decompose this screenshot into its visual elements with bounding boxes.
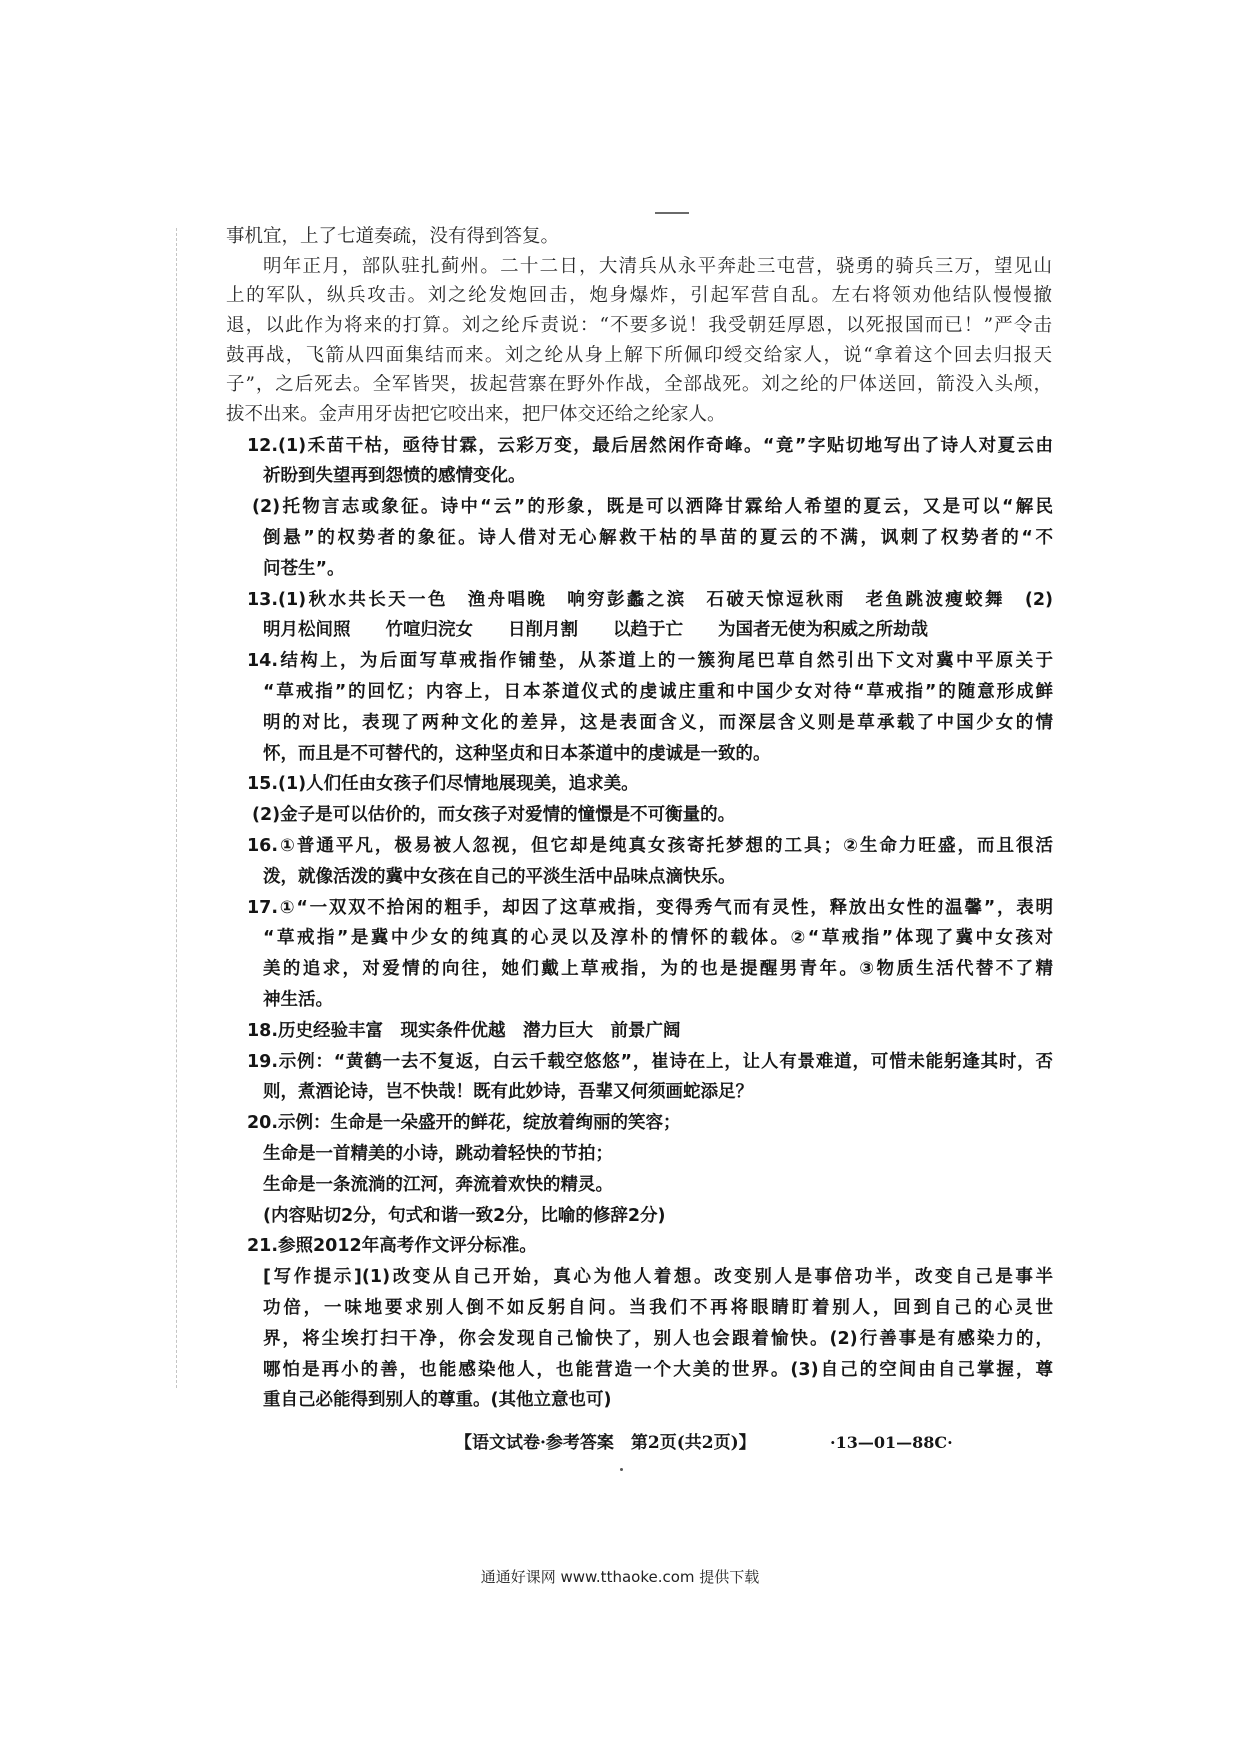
answer-16-line: 16.①普通平凡，极易被人忽视，但它却是纯真女孩寄托梦想的工具；②生命力旺盛，而且很活 (247, 835, 1053, 856)
translation-line: 子”，之后死去。全军皆哭，拔起营寨在野外作战，全部战死。刘之纶的尸体送回，箭没入头颅， (226, 374, 1052, 396)
answer-19-line: 则，煮酒论诗，岂不快哉！既有此妙诗，吾辈又何须画蛇添足？ (263, 1082, 753, 1103)
answer-19 (247, 1047, 1053, 1109)
translation-line: 上的军队，纵兵攻击。刘之纶发炮回击，炮身爆炸，引起军营自乱。左右将领劝他结队慢慢撤 (226, 285, 1052, 307)
answer-17-line: 神生活。 (263, 989, 333, 1010)
answer-12-line: 祈盼到失望再到怨愤的感情变化。 (263, 466, 526, 487)
answer-18 (247, 1016, 1053, 1047)
answer-12-part-1 (247, 431, 1053, 493)
translation-line: 拔不出来。金声用牙齿把它咬出来，把尸体交还给之纶家人。 (226, 404, 726, 426)
answer-15-line: 15.(1)人们任由女孩子们尽情地展现美，追求美。 (247, 774, 639, 795)
answer-17-line: 17.①“一双双不拾闲的粗手，却因了这草戒指，变得秀气而有灵性，释放出女性的温馨”，表明 (247, 897, 1053, 918)
answer-21 (247, 1231, 1053, 1416)
scan-mark (655, 212, 689, 214)
answer-14-line: 明的对比，表现了两种文化的差异，这是表面含义，而深层含义则是草承载了中国少女的情 (263, 712, 1053, 733)
answer-12-line: 问苍生”。 (263, 558, 345, 579)
answer-16 (247, 831, 1053, 893)
translation-line: 退，以此作为将来的打算。刘之纶斥责说：“不要多说！我受朝廷厚恩，以死报国而已！”严令击 (226, 315, 1052, 337)
answer-14-line: 14.结构上，为后面写草戒指作铺垫，从茶道上的一簇狗尾巴草自然引出下文对冀中平原关于 (247, 651, 1053, 672)
answer-21-line: [写作提示](1)改变从自己开始，真心为他人着想。改变别人是事倍功半，改变自己是事半 (263, 1267, 1053, 1288)
answer-17-line: “草戒指”是冀中少女的纯真的心灵以及淳朴的情怀的载体。②“草戒指”体现了冀中女孩对 (263, 928, 1053, 949)
answer-13-line: 明月松间照 竹喧归浣女 日削月割 以趋于亡 为国者无使为积威之所劫哉 (263, 620, 928, 641)
answer-13-line: 13.(1)秋水共长天一色 渔舟唱晚 响穷彭蠡之滨 石破天惊逗秋雨 老鱼跳波瘦蛟舞 (2) (247, 589, 1053, 610)
answer-14-line: 怀，而且是不可替代的，这种坚贞和日本茶道中的虔诚是一致的。 (263, 743, 771, 764)
answer-19-line: 19.示例：“黄鹤一去不复返，白云千载空悠悠”，崔诗在上，让人有景难道，可惜未能躬逢其时，否 (247, 1051, 1053, 1072)
answer-18-line: 18.历史经验丰富 现实条件优越 潜力巨大 前景广阔 (247, 1020, 681, 1041)
answer-17-line: 美的追求，对爱情的向往，她们戴上草戒指，为的也是提醒男青年。③物质生活代替不了精 (263, 959, 1053, 980)
answer-17 (247, 893, 1053, 1016)
translation-paragraph-1 (226, 222, 1052, 252)
answer-20 (247, 1108, 1053, 1231)
translation-line: 明年正月，部队驻扎蓟州。二十二日，大清兵从永平奔赴三屯营，骁勇的骑兵三万，望见山 (263, 255, 1052, 277)
translation-line: 事机宜，上了七道奏疏，没有得到答复。 (226, 226, 560, 247)
answer-16-line: 泼，就像活泼的冀中女孩在自己的平淡生活中品味点滴快乐。 (263, 866, 736, 887)
translation-line: 鼓再战，飞箭从四面集结而来。刘之纶从身上解下所佩印绶交给家人，说“拿着这个回去归报天 (226, 344, 1052, 366)
answer-list (247, 431, 1053, 1417)
page-footer-title: 【语文试卷·参考答案 第2页(共2页)】 (455, 1433, 756, 1453)
answer-21-line: 功倍，一味地要求别人倒不如反躬自问。当我们不再将眼睛盯着别人，回到自己的心灵世 (263, 1297, 1053, 1318)
translation-paragraph-2 (226, 252, 1052, 430)
answer-14 (247, 646, 1053, 769)
answer-20-line: 生命是一首精美的小诗，跳动着轻快的节拍； (263, 1143, 613, 1164)
answer-12-line: (2)托物言志或象征。诗中“云”的形象，既是可以洒降甘霖给人希望的夏云，又是可以“解民 (252, 497, 1053, 518)
answer-21-line: 哪怕是再小的善，也能感染他人，也能营造一个大美的世界。(3)自己的空间由自己掌握，尊 (263, 1359, 1053, 1380)
translation-passage (226, 222, 1052, 430)
answer-21-writing-tips (247, 1262, 1053, 1416)
answer-13 (247, 585, 1053, 647)
answer-20-line: 生命是一条流淌的江河，奔流着欢快的精灵。 (263, 1174, 613, 1195)
answer-21-line: 21.参照2012年高考作文评分标准。 (247, 1236, 537, 1257)
answer-15 (247, 769, 1053, 831)
answer-21-line: 界，将尘埃打扫干净，你会发现自己愉快了，别人也会跟着愉快。(2)行善事是有感染力的， (263, 1328, 1053, 1349)
answer-12-line: 倒悬”的权势者的象征。诗人借对无心解救干枯的旱苗的夏云的不满，讽刺了权势者的“不 (263, 527, 1053, 548)
answer-12-part-2 (247, 492, 1053, 584)
download-watermark: 通通好课网 www.tthaoke.com 提供下载 (480, 1568, 760, 1586)
answer-14-line: “草戒指”的回忆；内容上，日本茶道仪式的虔诚庄重和中国少女对待“草戒指”的随意形成鲜 (263, 681, 1053, 702)
answer-21-line: 重自己必能得到别人的尊重。(其他立意也可) (263, 1390, 612, 1411)
scan-edge-artifact (176, 228, 177, 1388)
page-footer-code: ·13—01—88C· (830, 1433, 953, 1452)
answer-12-line: 12.(1)禾苗干枯，亟待甘霖，云彩万变，最后居然闲作奇峰。“竟”字贴切地写出了诗人对夏云由 (247, 435, 1053, 456)
answer-20-scoring-note: (内容贴切2分，句式和谐一致2分，比喻的修辞2分) (263, 1205, 666, 1226)
answer-15-line: (2)金子是可以估价的，而女孩子对爱情的憧憬是不可衡量的。 (252, 805, 736, 826)
scan-dot (620, 1468, 623, 1471)
answer-20-line: 20.示例：生命是一朵盛开的鲜花，绽放着绚丽的笑容； (247, 1113, 681, 1134)
answer-12 (247, 431, 1053, 585)
